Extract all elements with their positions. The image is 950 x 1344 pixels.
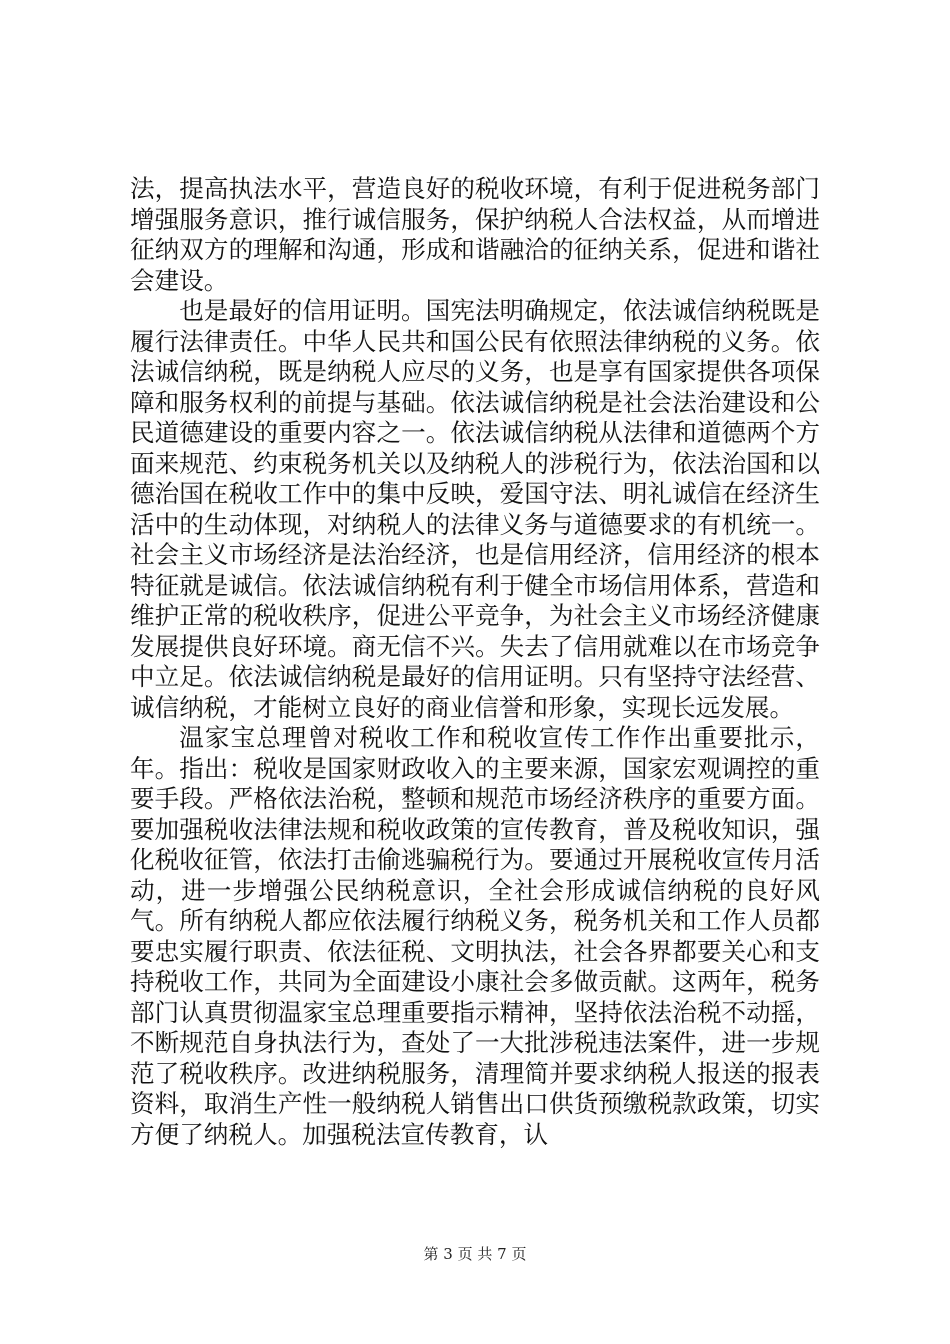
paragraph-2: 也是最好的信用证明。国宪法明确规定，依法诚信纳税既是履行法律责任。中华人民共和国公民有依照法律纳税的义务。依法诚信纳税，既是纳税人应尽的义务，也是享有国家提供各项保障和服务权利的前提与基础。依法诚信纳税是社会法治建设和公民道德建设的重要内容之一。依法诚信纳税从法律和道德两个方面来规范、约束税务机关以及纳税人的涉税行为，依法治国和以德治国在税收工作中的集中反映，爱国守法、明礼诚信在经济生活中的生动体现，对纳税人的法律义务与道德要求的有机统一。社会主义市场经济是法治经济，也是信用经济，信用经济的根本特征就是诚信。依法诚信纳税有利于健全市场信用体系，营造和维护正常的税收秩序，促进公平竞争，为社会主义市场经济健康发展提供良好环境。商无信不兴。失去了信用就难以在市场竞争中立足。依法诚信纳税是最好的信用证明。只有坚持守法经营、诚信纳税，才能树立良好的商业信誉和形象，实现长远发展。 — [130, 296, 820, 722]
paragraph-3: 温家宝总理曾对税收工作和税收宣传工作作出重要批示，年。指出：税收是国家财政收入的主要来源，国家宏观调控的重要手段。严格依法治税，整顿和规范市场经济秩序的重要方面。要加强税收法律法规和税收政策的宣传教育，普及税收知识，强化税收征管，依法打击偷逃骗税行为。要通过开展税收宣传月活动，进一步增强公民纳税意识，全社会形成诚信纳税的良好风气。所有纳税人都应依法履行纳税义务，税务机关和工作人员都要忠实履行职责、依法征税、文明执法，社会各界都要关心和支持税收工作，共同为全面建设小康社会多做贡献。这两年，税务部门认真贯彻温家宝总理重要指示精神，坚持依法治税不动摇，不断规范自身执法行为，查处了一大批涉税违法案件，进一步规范了税收秩序。改进纳税服务，清理简并要求纳税人报送的报表资料，取消生产性一般纳税人销售出口供货预缴税款政策，切实方便了纳税人。加强税法宣传教育，认 — [130, 723, 820, 1149]
paragraph-1: 法，提高执法水平，营造良好的税收环境，有利于促进税务部门增强服务意识，推行诚信服务，保护纳税人合法权益，从而增进征纳双方的理解和沟通，形成和谐融洽的征纳关系，促进和谐社会建设。 — [130, 174, 820, 295]
document-body — [130, 174, 820, 1150]
page-number-footer: 第 3 页 共 7 页 — [423, 1245, 527, 1263]
